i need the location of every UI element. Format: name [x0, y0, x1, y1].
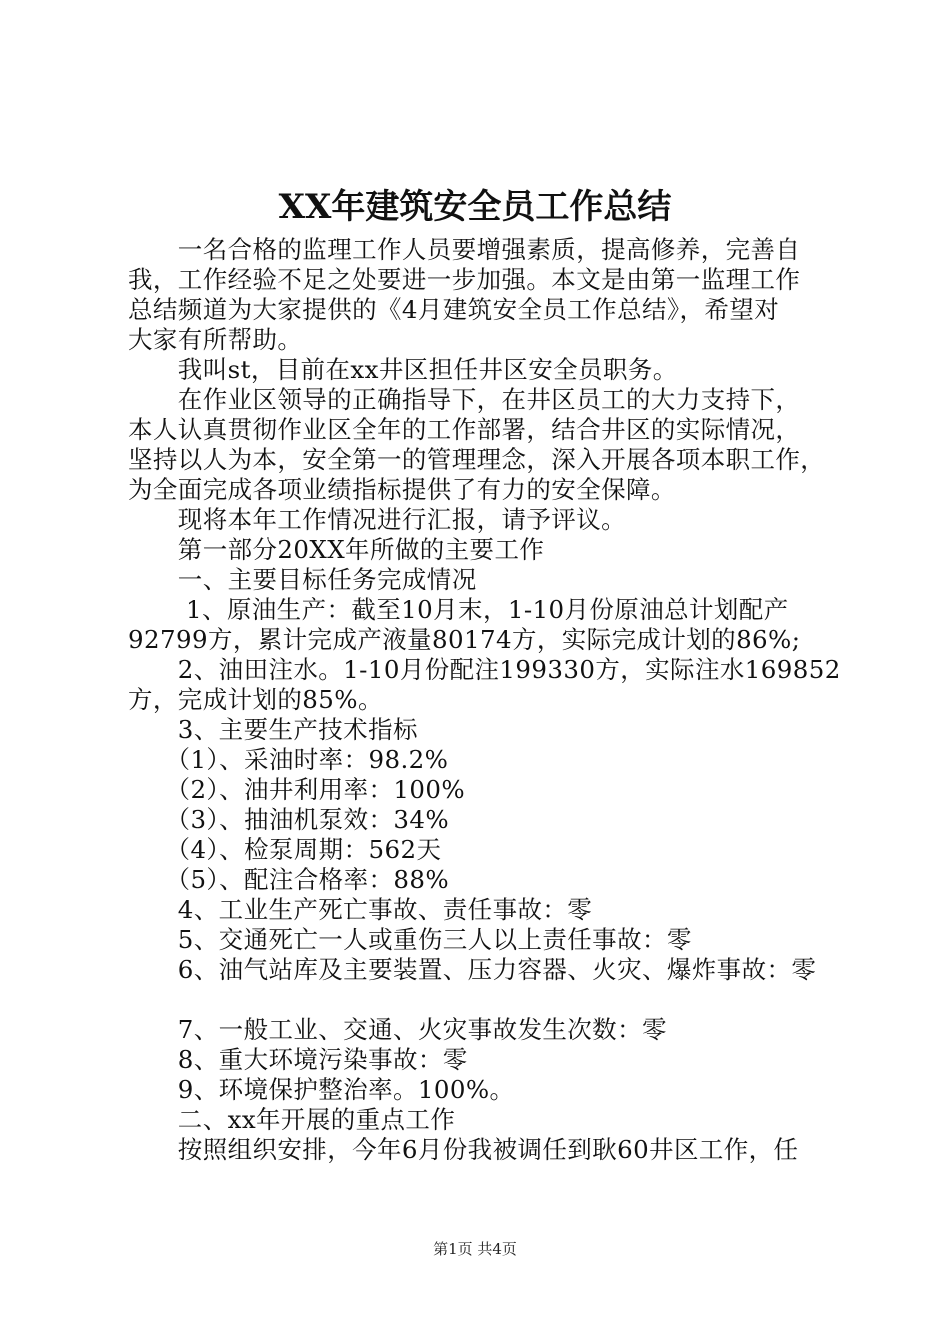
- body-line: 我，工作经验不足之处要进一步加强。本文是由第一监理工作: [128, 265, 801, 294]
- body-line: 为全面完成各项业绩指标提供了有力的安全保障。: [128, 475, 676, 504]
- document-title: XX年建筑安全员工作总结: [278, 187, 672, 227]
- body-line: 现将本年工作情况进行汇报，请予评议。: [128, 505, 626, 534]
- body-line: 大家有所帮助。: [128, 325, 303, 354]
- body-line: 8、重大环境污染事故：零: [128, 1045, 468, 1074]
- body-line: 4、工业生产死亡事故、责任事故：零: [128, 895, 593, 924]
- body-line: 我叫st，目前在xx井区担任井区安全员职务。: [128, 355, 678, 384]
- body-line: （2）、油井利用率：100%: [128, 775, 466, 804]
- body-line: 5、交通死亡一人或重伤三人以上责任事故：零: [128, 925, 692, 954]
- body-line: 总结频道为大家提供的《4月建筑安全员工作总结》，希望对: [128, 295, 780, 324]
- body-line: 一名合格的监理工作人员要增强素质，提高修养，完善自: [128, 235, 801, 264]
- body-line: 按照组织安排，今年6月份我被调任到耿60井区工作，任: [128, 1135, 799, 1164]
- page-footer: 第1页 共4页: [433, 1240, 517, 1258]
- document-body: [128, 235, 841, 1165]
- body-line: （5）、配注合格率：88%: [128, 865, 450, 894]
- body-line: （1）、采油时率：98.2%: [128, 745, 449, 774]
- body-line: 7、一般工业、交通、火灾事故发生次数：零: [128, 1015, 667, 1044]
- body-line: 92799方，累计完成产液量80174方，实际完成计划的86%;: [128, 625, 801, 654]
- body-line: 第一部分20XX年所做的主要工作: [128, 535, 545, 564]
- body-line: 6、油气站库及主要装置、压力容器、火灾、爆炸事故：零: [128, 955, 817, 984]
- body-line: 二、xx年开展的重点工作: [128, 1105, 456, 1134]
- body-line: （4）、检泵周期：562天: [128, 835, 442, 864]
- body-line: （3）、抽油机泵效：34%: [128, 805, 450, 834]
- body-line: 1、原油生产：截至10月末，1-10月份原油总计划配产: [128, 595, 789, 624]
- body-line: 坚持以人为本，安全第一的管理理念，深入开展各项本职工作，: [128, 445, 826, 474]
- body-line: 本人认真贯彻作业区全年的工作部署，结合井区的实际情况，: [128, 415, 801, 444]
- body-line: 在作业区领导的正确指导下，在井区员工的大力支持下，: [128, 385, 801, 414]
- body-line: 9、环境保护整治率。100%。: [128, 1075, 515, 1104]
- blank-line: [128, 985, 824, 1015]
- body-line: 3、主要生产技术指标: [128, 715, 418, 744]
- body-line: 方，完成计划的85%。: [128, 685, 383, 714]
- body-line: 一、主要目标任务完成情况: [128, 565, 477, 594]
- body-line: 2、油田注水。1-10月份配注199330方，实际注水169852: [128, 655, 841, 684]
